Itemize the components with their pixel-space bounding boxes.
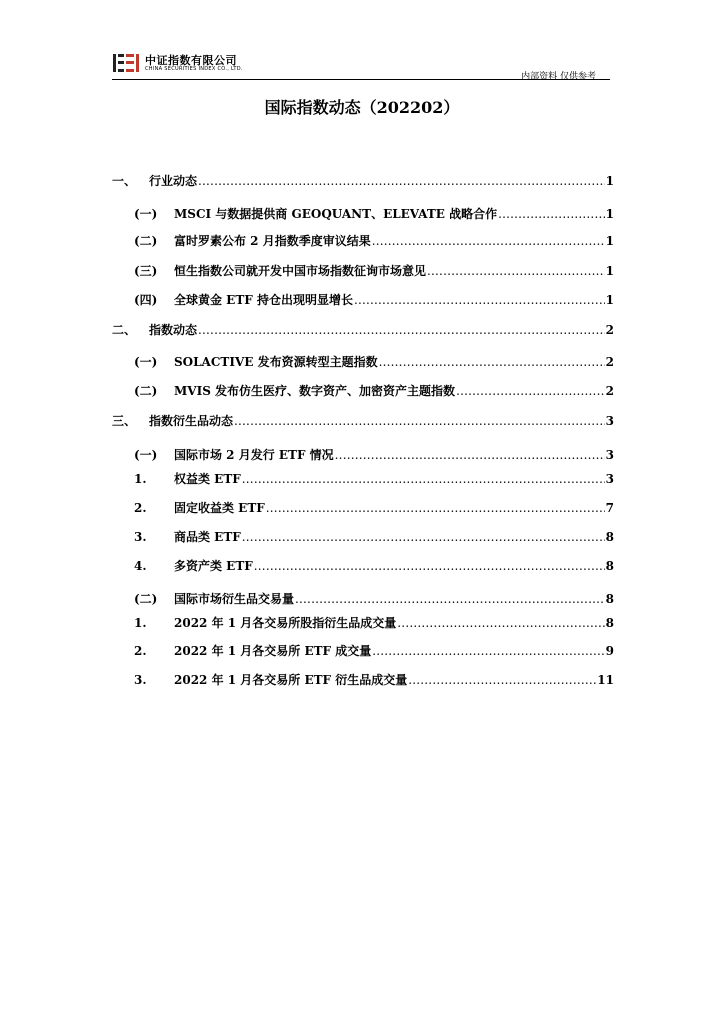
toc-leader-dots [254,557,605,575]
toc-entry-page: 3 [605,472,614,486]
toc-leader-dots [234,412,605,430]
toc-leader-dots [456,382,605,400]
toc-entry[interactable] [0,382,724,400]
toc-entry[interactable] [0,528,724,546]
toc-entry-label: 国际市场 2 月发行 ETF 情况 [174,448,334,462]
toc-entry-page: 1 [605,174,614,188]
toc-entry-number: 1. [134,616,147,630]
toc-entry-label: 2022 年 1 月各交易所 ETF 衍生品成交量 [174,673,408,687]
toc-leader-dots [372,642,604,660]
toc-entry-number: 2. [134,501,147,515]
toc-entry-number: (三) [134,264,158,278]
toc-leader-dots [397,614,604,632]
toc-entry-label: 全球黄金 ETF 持仓出现明显增长 [174,293,353,307]
toc-entry-page: 2 [605,384,614,398]
toc-entry-number: 三、 [112,414,137,428]
toc-leader-dots [266,499,605,517]
toc-entry-page: 1 [605,264,614,278]
toc-entry[interactable] [0,172,724,190]
toc-leader-dots [408,671,596,689]
toc-entry-page: 8 [605,592,614,606]
page-title: 国际指数动态（202202） [264,98,460,117]
toc-entry-number: 2. [134,644,147,658]
toc-entry-number: (一) [134,355,158,369]
csi-logo-icon [112,52,140,74]
toc-leader-dots [379,353,605,371]
toc-entry-label: 固定收益类 ETF [174,501,265,515]
page-header [112,52,610,82]
toc-entry-number: (二) [134,592,158,606]
header-rule [112,79,610,80]
toc-entry-label: 国际市场衍生品交易量 [174,592,295,606]
toc-entry-label: 2022 年 1 月各交易所股指衍生品成交量 [174,616,397,630]
toc-entry-label: 商品类 ETF [174,530,241,544]
toc-entry-number: 4. [134,559,147,573]
header-note: 内部资料 仅供参考 [521,72,596,82]
toc-entry-label: 指数衍生品动态 [149,414,234,428]
toc-entry-number: 3. [134,673,147,687]
toc-entry-page: 8 [605,530,614,544]
toc-leader-dots [427,262,605,280]
toc-entry-label: 指数动态 [149,323,198,337]
toc-entry-page: 2 [605,355,614,369]
toc-entry[interactable] [0,205,724,223]
toc-entry-label: 多资产类 ETF [174,559,253,573]
toc-entry-page: 8 [605,559,614,573]
brand-name-en: CHINA SECURITIES INDEX CO., LTD. [145,66,243,72]
toc-entry[interactable] [0,412,724,430]
toc-entry[interactable] [0,353,724,371]
toc-entry-page: 1 [605,207,614,221]
toc-entry-label: MVIS 发布仿生医疗、数字资产、加密资产主题指数 [174,384,456,398]
toc-entry[interactable] [0,499,724,517]
toc-entry-page: 7 [605,501,614,515]
toc-entry-number: (一) [134,207,158,221]
toc-leader-dots [354,291,605,309]
toc-leader-dots [372,232,605,250]
toc-entry-page: 1 [605,293,614,307]
toc-leader-dots [295,590,605,608]
toc-entry[interactable] [0,232,724,250]
toc-leader-dots [498,205,605,223]
toc-leader-dots [335,446,605,464]
toc-entry-label: MSCI 与数据提供商 GEOQUANT、ELEVATE 战略合作 [174,207,498,221]
toc-entry-label: SOLACTIVE 发布资源转型主题指数 [174,355,378,369]
toc-entry-number: (一) [134,448,158,462]
toc-entry-number: 1. [134,472,147,486]
toc-entry-page: 9 [605,644,614,658]
toc-entry-label: 行业动态 [149,174,198,188]
toc-entry-label: 富时罗素公布 2 月指数季度审议结果 [174,234,371,248]
toc-entry[interactable] [0,590,724,608]
toc-entry[interactable] [0,291,724,309]
toc-entry-number: (二) [134,234,158,248]
toc-entry-page: 11 [597,673,614,687]
toc-leader-dots [198,321,605,339]
toc-leader-dots [198,172,605,190]
toc-entry-number: 一、 [112,174,137,188]
toc-entry-label: 恒生指数公司就开发中国市场指数征询市场意见 [174,264,427,278]
toc-entry-page: 1 [605,234,614,248]
toc-entry[interactable] [0,557,724,575]
toc-entry-number: 3. [134,530,147,544]
toc-entry-page: 8 [605,616,614,630]
toc-entry-number: (四) [134,293,158,307]
toc-entry-label: 权益类 ETF [174,472,241,486]
toc-entry[interactable] [0,321,724,339]
brand-name-cn: 中证指数有限公司 [145,54,237,67]
toc-entry-number: (二) [134,384,158,398]
toc-entry[interactable] [0,262,724,280]
toc-entry-label: 2022 年 1 月各交易所 ETF 成交量 [174,644,372,658]
toc-entry[interactable] [0,671,724,689]
toc-entry-page: 3 [605,414,614,428]
toc-leader-dots [242,470,605,488]
toc-entry[interactable] [0,642,724,660]
toc-entry[interactable] [0,470,724,488]
toc-leader-dots [242,528,605,546]
toc-entry[interactable] [0,614,724,632]
toc-entry-number: 二、 [112,323,137,337]
toc-entry-page: 2 [605,323,614,337]
toc-entry[interactable] [0,446,724,464]
toc-entry-page: 3 [605,448,614,462]
